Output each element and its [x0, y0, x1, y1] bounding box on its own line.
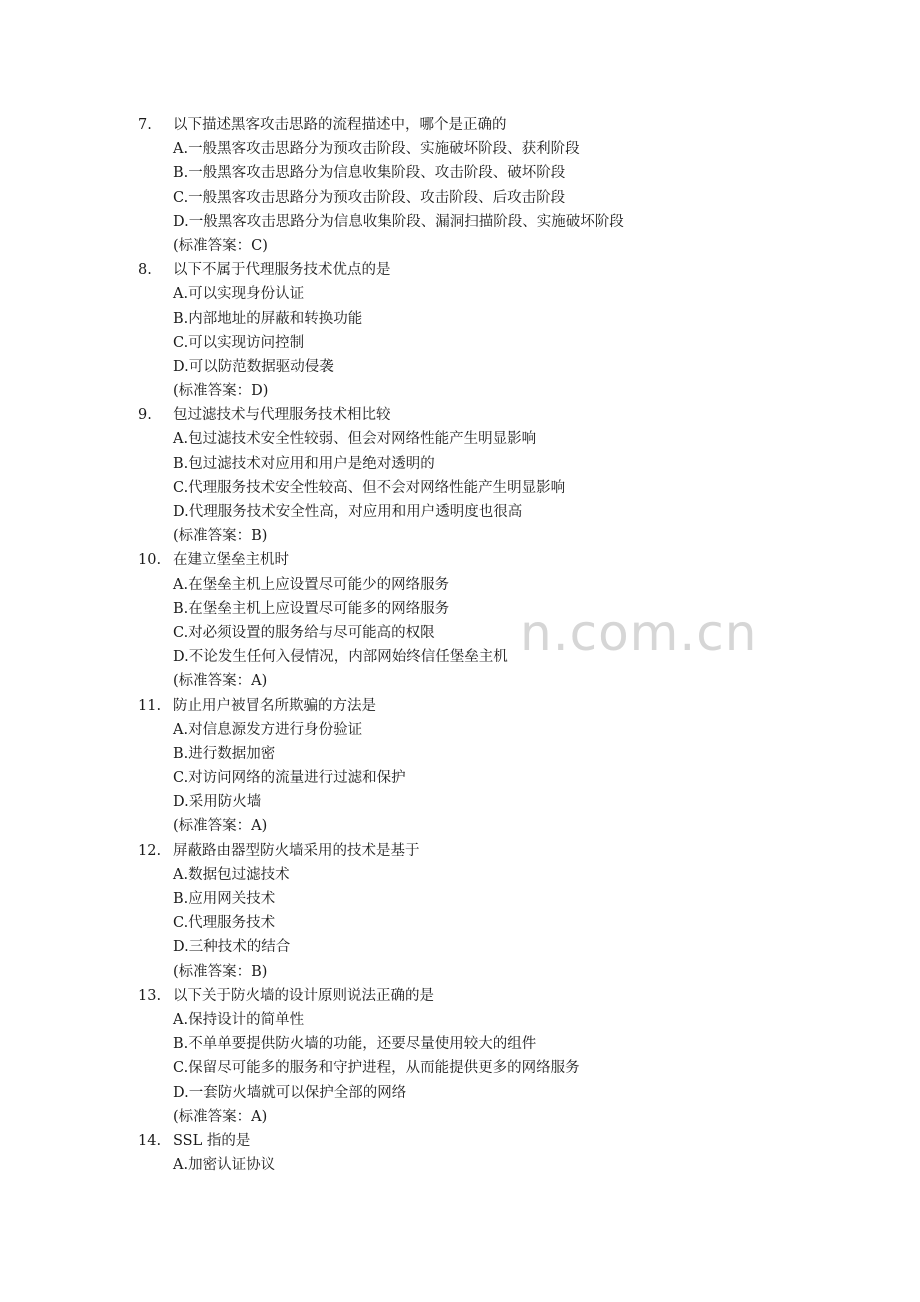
question-text: 以下不属于代理服务技术优点的是: [173, 262, 391, 279]
question-stem: [138, 1129, 838, 1153]
option-a: A.数据包过滤技术: [173, 866, 290, 883]
question-9: [138, 403, 838, 548]
option-a: A.加密认证协议: [173, 1157, 276, 1174]
option-a: A.保持设计的简单性: [173, 1011, 305, 1028]
question-list: [138, 113, 838, 1177]
question-14: [138, 1129, 838, 1177]
question-number: 12.: [138, 842, 162, 859]
question-number: 7.: [138, 117, 152, 133]
option-a: A.包过滤技术安全性较弱、但会对网络性能产生明显影响: [173, 431, 537, 448]
question-stem: [138, 113, 838, 137]
question-stem: [138, 839, 838, 863]
question-text: 包过滤技术与代理服务技术相比较: [173, 407, 391, 424]
question-number: 8.: [138, 262, 152, 279]
question-7: [138, 113, 838, 258]
option-d: D.三种技术的结合: [173, 939, 291, 956]
option-d: D.代理服务技术安全性高，对应用和用户透明度也很高: [173, 504, 523, 520]
question-8: [138, 258, 838, 403]
question-number: 11.: [138, 697, 162, 714]
option-b: B.在堡垒主机上应设置尽可能多的网络服务: [173, 600, 450, 617]
standard-answer: (标准答案：D): [173, 383, 269, 400]
question-11: [138, 694, 838, 839]
question-text: SSL 指的是: [173, 1132, 251, 1149]
standard-answer: (标准答案：A): [173, 673, 268, 690]
option-d: D.可以防范数据驱动侵袭: [173, 358, 334, 375]
option-c: C.一般黑客攻击思路分为预攻击阶段、攻击阶段、后攻击阶段: [173, 189, 566, 206]
option-d: D.采用防火墙: [173, 794, 262, 811]
option-c: C.保留尽可能多的服务和守护进程，从而能提供更多的网络服务: [173, 1060, 580, 1077]
standard-answer: (标准答案：B): [173, 963, 268, 980]
option-b: B.进行数据加密: [173, 745, 276, 762]
question-text: 以下关于防火墙的设计原则说法正确的是: [173, 987, 434, 1004]
option-c: C.代理服务技术: [173, 915, 276, 932]
question-10: [138, 548, 838, 693]
option-a: A.可以实现身份认证: [173, 286, 305, 303]
question-text: 以下描述黑客攻击思路的流程描述中，哪个是正确的: [173, 117, 507, 133]
option-d: D.一套防火墙就可以保护全部的网络: [173, 1084, 407, 1101]
option-d: D.一般黑客攻击思路分为信息收集阶段、漏洞扫描阶段、实施破坏阶段: [173, 213, 624, 230]
option-c: C.代理服务技术安全性较高、但不会对网络性能产生明显影响: [173, 479, 566, 496]
standard-answer: (标准答案：B): [173, 528, 268, 545]
option-a: A.一般黑客攻击思路分为预攻击阶段、实施破坏阶段、获利阶段: [173, 141, 580, 158]
option-b: B.内部地址的屏蔽和转换功能: [173, 310, 363, 327]
option-c: C.对访问网络的流量进行过滤和保护: [173, 770, 406, 787]
question-number: 10.: [138, 552, 162, 569]
question-number: 14.: [138, 1132, 162, 1149]
question-stem: [138, 548, 838, 572]
option-c: C.可以实现访问控制: [173, 334, 305, 351]
question-stem: [138, 694, 838, 718]
question-stem: [138, 403, 838, 427]
question-stem: [138, 258, 838, 282]
option-b: B.一般黑客攻击思路分为信息收集阶段、攻击阶段、破坏阶段: [173, 165, 566, 182]
option-d: D.不论发生任何入侵情况，内部网始终信任堡垒主机: [173, 649, 508, 666]
question-text: 在建立堡垒主机时: [173, 552, 289, 569]
question-12: [138, 839, 838, 984]
option-a: A.在堡垒主机上应设置尽可能少的网络服务: [173, 576, 450, 593]
standard-answer: (标准答案：A): [173, 818, 268, 835]
question-number: 9.: [138, 407, 152, 424]
standard-answer: (标准答案：A): [173, 1108, 268, 1125]
option-b: B.应用网关技术: [173, 891, 276, 907]
option-a: A.对信息源发方进行身份验证: [173, 721, 363, 738]
question-text: 防止用户被冒名所欺骗的方法是: [173, 697, 376, 714]
option-c: C.对必须设置的服务给与尽可能高的权限: [173, 624, 435, 641]
watermark-text: n.com.cn: [520, 604, 758, 662]
question-text: 屏蔽路由器型防火墙采用的技术是基于: [173, 842, 420, 859]
question-13: [138, 984, 838, 1129]
option-b: B.包过滤技术对应用和用户是绝对透明的: [173, 455, 435, 472]
question-stem: [138, 984, 838, 1008]
question-number: 13.: [138, 987, 162, 1004]
standard-answer: (标准答案：C): [173, 237, 268, 254]
option-b: B.不单单要提供防火墙的功能，还要尽量使用较大的组件: [173, 1036, 537, 1053]
